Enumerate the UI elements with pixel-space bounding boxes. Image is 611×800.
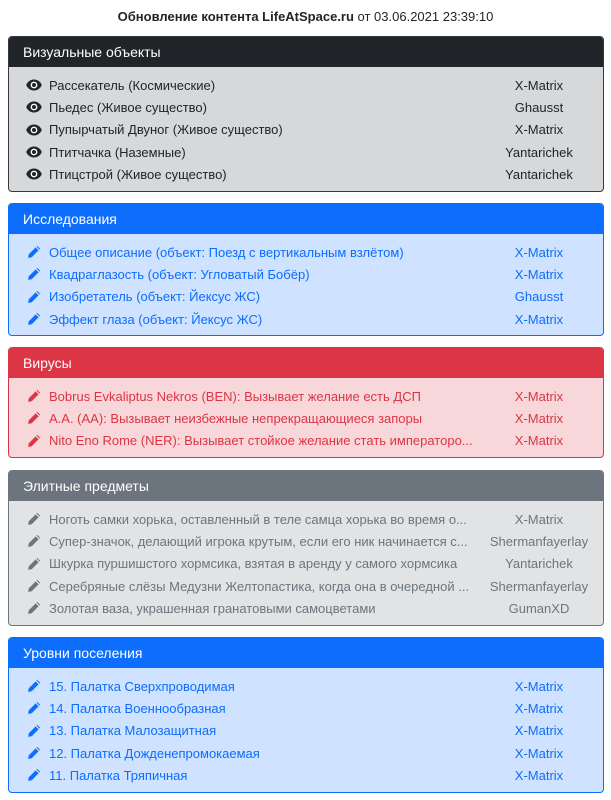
list-item[interactable] [9, 74, 603, 96]
item-author: X-Matrix [514, 388, 564, 404]
item-author: X-Matrix [514, 122, 564, 138]
pencil-icon [26, 245, 42, 259]
item-author: X-Matrix [514, 700, 564, 716]
list-item[interactable] [9, 96, 603, 118]
section-header: Исследования [9, 204, 603, 234]
item-author: X-Matrix [514, 266, 564, 282]
section-list [9, 501, 603, 619]
list-item[interactable] [9, 119, 603, 141]
pencil-icon [26, 724, 42, 738]
eye-icon [26, 100, 42, 114]
item-name[interactable]: Пьедес (Живое существо) [49, 99, 207, 115]
item-author: GumanXD [508, 600, 570, 616]
item-author: X-Matrix [514, 311, 564, 327]
pencil-icon [26, 290, 42, 304]
item-author: X-Matrix [514, 767, 564, 783]
item-name[interactable]: Рассекатель (Космические) [49, 77, 216, 93]
pencil-icon [26, 557, 42, 571]
pencil-icon [26, 601, 42, 615]
list-item[interactable] [9, 308, 603, 330]
list-item[interactable] [9, 430, 603, 452]
item-author: Shermanfayerlay [489, 533, 589, 549]
item-author: X-Matrix [514, 511, 564, 527]
item-author: X-Matrix [514, 745, 564, 761]
pencil-icon [26, 434, 42, 448]
list-item[interactable] [9, 553, 603, 575]
item-name[interactable]: A.A. (AA): Вызывает неизбежные непрекращающиеся запоры [49, 410, 423, 426]
section-header: Уровни поселения [9, 638, 603, 668]
item-name[interactable]: 13. Палатка Малозащитная [49, 723, 217, 739]
section-list [9, 378, 603, 452]
pencil-icon [26, 411, 42, 425]
section-visual-objects [8, 36, 604, 192]
section-header: Визуальные объекты [9, 37, 603, 67]
list-item[interactable] [9, 286, 603, 308]
list-item[interactable] [9, 764, 603, 786]
section-elite-items [8, 470, 604, 626]
pencil-icon [26, 512, 42, 526]
item-name[interactable]: Bobrus Evkaliptus Nekros (BEN): Вызывает желание есть ДСП [49, 388, 421, 404]
list-item[interactable] [9, 530, 603, 552]
eye-icon [26, 78, 42, 92]
list-item[interactable] [9, 742, 603, 764]
pencil-icon [26, 701, 42, 715]
page-title-site: Обновление контента LifeAtSpace.ru [117, 9, 354, 24]
item-name[interactable]: Птицстрой (Живое существо) [49, 166, 227, 182]
page-title-date: от 03.06.2021 23:39:10 [353, 9, 494, 24]
pencil-icon [26, 679, 42, 693]
item-name[interactable]: Серебряные слёзы Медузни Желтопастика, когда она в очередной ... [49, 578, 470, 594]
pencil-icon [26, 746, 42, 760]
list-item[interactable] [9, 263, 603, 285]
item-name[interactable]: Nito Eno Rome (NER): Вызывает стойкое желание стать императоро... [49, 433, 473, 449]
item-name[interactable]: Золотая ваза, украшенная гранатовыми самоцветами [49, 600, 376, 616]
item-name[interactable]: Квадраглазость (объект: Угловатый Бобёр) [49, 266, 310, 282]
item-name[interactable]: Эффект глаза (объект: Йексус ЖС) [49, 311, 263, 327]
item-author: Ghausst [514, 99, 564, 115]
list-item[interactable] [9, 241, 603, 263]
item-author: Shermanfayerlay [489, 578, 589, 594]
pencil-icon [26, 312, 42, 326]
list-item[interactable] [9, 508, 603, 530]
list-item[interactable] [9, 697, 603, 719]
section-header: Элитные предметы [9, 471, 603, 501]
page-title [0, 9, 611, 24]
item-author: X-Matrix [514, 244, 564, 260]
section-list [9, 234, 603, 330]
item-name[interactable]: Птитчачка (Наземные) [49, 144, 186, 160]
section-settlement-levels [8, 637, 604, 793]
item-author: Ghausst [514, 289, 564, 305]
pencil-icon [26, 768, 42, 782]
item-name[interactable]: Ноготь самки хорька, оставленный в теле самца хорька во время о... [49, 511, 467, 527]
item-author: Yantarichek [505, 144, 573, 160]
item-author: Yantarichek [505, 556, 573, 572]
item-name[interactable]: 14. Палатка Военнообразная [49, 700, 226, 716]
list-item[interactable] [9, 597, 603, 619]
item-name[interactable]: Шкурка пуршишстого хормсика, взятая в аренду у самого хормсика [49, 556, 458, 572]
section-header: Вирусы [9, 348, 603, 378]
section-viruses [8, 347, 604, 458]
item-author: X-Matrix [514, 723, 564, 739]
pencil-icon [26, 534, 42, 548]
item-author: X-Matrix [514, 433, 564, 449]
item-name[interactable]: Изобретатель (объект: Йексус ЖС) [49, 289, 261, 305]
section-list [9, 67, 603, 185]
section-research [8, 203, 604, 336]
list-item[interactable] [9, 385, 603, 407]
item-name[interactable]: 12. Палатка Дожденепромокаемая [49, 745, 260, 761]
eye-icon [26, 145, 42, 159]
list-item[interactable] [9, 141, 603, 163]
eye-icon [26, 123, 42, 137]
item-name[interactable]: 11. Палатка Тряпичная [49, 767, 188, 783]
pencil-icon [26, 579, 42, 593]
item-name[interactable]: Общее описание (объект: Поезд с вертикальным взлётом) [49, 244, 404, 260]
item-name[interactable]: Пупырчатый Двуног (Живое существо) [49, 122, 283, 138]
item-name[interactable]: 15. Палатка Сверхпроводимая [49, 678, 235, 694]
item-name[interactable]: Супер-значок, делающий игрока крутым, если его ник начинается с... [49, 533, 468, 549]
list-item[interactable] [9, 675, 603, 697]
item-author: Yantarichek [505, 166, 573, 182]
list-item[interactable] [9, 575, 603, 597]
pencil-icon [26, 389, 42, 403]
item-author: X-Matrix [514, 678, 564, 694]
item-author: X-Matrix [514, 410, 564, 426]
item-author: X-Matrix [514, 77, 564, 93]
list-item[interactable] [9, 163, 603, 185]
section-list [9, 668, 603, 786]
eye-icon [26, 167, 42, 181]
pencil-icon [26, 267, 42, 281]
list-item[interactable] [9, 407, 603, 429]
list-item[interactable] [9, 720, 603, 742]
